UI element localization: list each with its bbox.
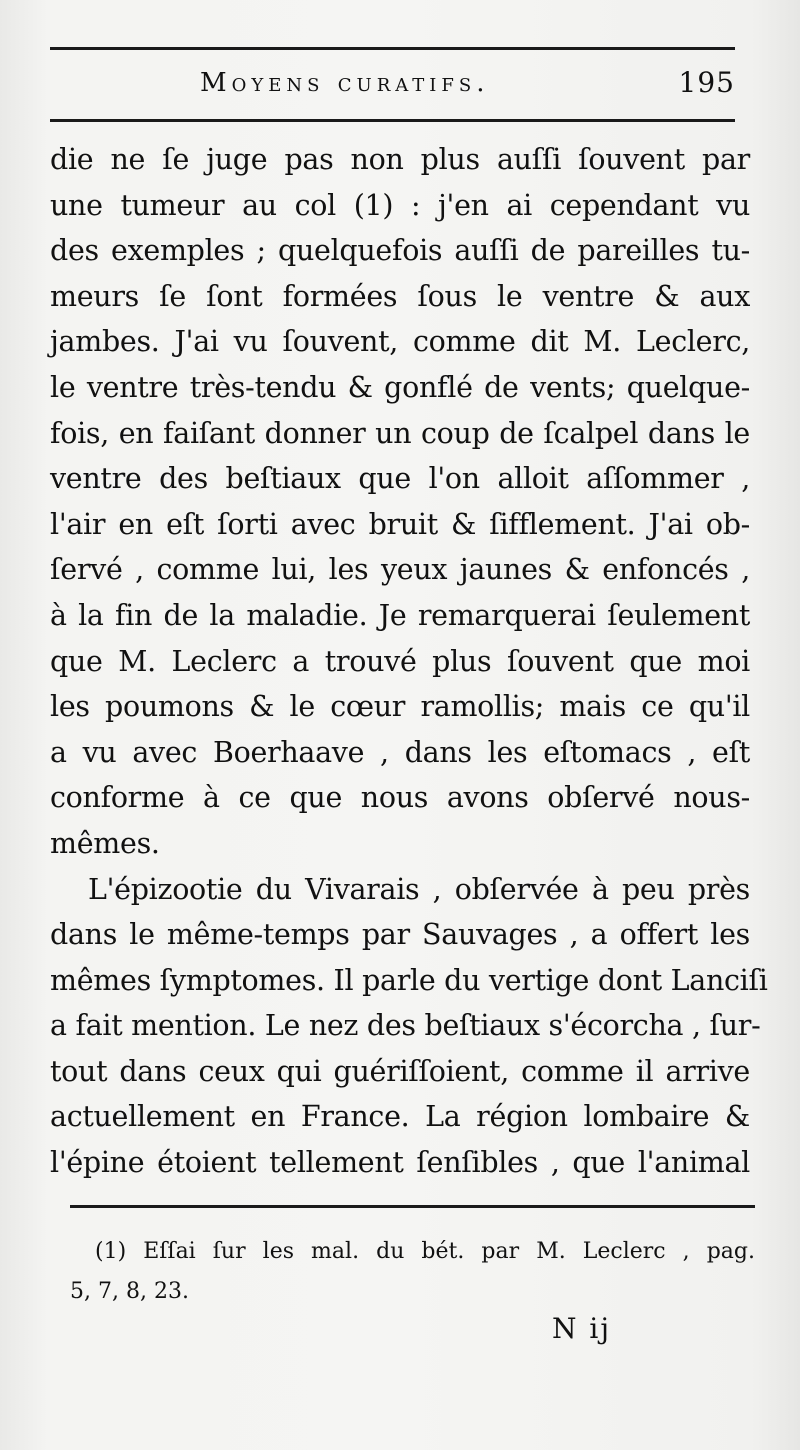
text-line: dans le même-temps par Sauvages , a offert les bbox=[50, 918, 750, 952]
text-line: fois, en faiſant donner un coup de ſcalpel dans le bbox=[50, 416, 750, 450]
footnote bbox=[70, 1232, 755, 1312]
text-line: L'épizootie du Vivarais , obſervée à peu près bbox=[88, 872, 750, 906]
text-line: une tumeur au col (1) : j'en ai cependant vu bbox=[50, 188, 750, 222]
text-line: ventre des beſtiaux que l'on alloit aſſommer , bbox=[50, 462, 750, 496]
header-top-rule bbox=[50, 47, 735, 50]
text-line: le ventre très-tendu & gonflé de vents; quelque- bbox=[50, 370, 750, 404]
text-line: a fait mention. Le nez des beſtiaux s'écorcha , ſur- bbox=[50, 1009, 761, 1043]
text-line: tout dans ceux qui guériſſoient, comme il arrive bbox=[50, 1054, 750, 1088]
text-line: mêmes. bbox=[50, 826, 160, 860]
body-text bbox=[50, 137, 768, 1186]
text-line: jambes. J'ai vu ſouvent, comme dit M. Leclerc, bbox=[50, 325, 750, 359]
header-bottom-rule bbox=[50, 119, 735, 122]
text-line: que M. Leclerc a trouvé plus ſouvent que moi bbox=[50, 644, 750, 678]
text-line: conforme à ce que nous avons obſervé nous- bbox=[50, 781, 750, 815]
page-number: 195 bbox=[678, 66, 735, 99]
text-line: ſervé , comme lui, les yeux jaunes & enfoncés , bbox=[50, 553, 750, 587]
text-line: actuellement en France. La région lombaire & bbox=[50, 1100, 750, 1134]
footnote-line: (1) Eſſai ſur les mal. du bét. par M. Leclerc , pag. bbox=[95, 1239, 755, 1264]
signature-mark: N ij bbox=[552, 1312, 612, 1345]
page-header bbox=[50, 62, 735, 106]
text-line: l'air en eſt ſorti avec bruit & ſifflement. J'ai ob- bbox=[50, 507, 750, 541]
text-line: les poumons & le cœur ramollis; mais ce qu'il bbox=[50, 690, 750, 724]
text-line: à la fin de la maladie. Je remarquerai ſeulement bbox=[50, 598, 750, 632]
text-line: die ne ſe juge pas non plus auſſi ſouvent par bbox=[50, 143, 750, 176]
text-line: des exemples ; quelquefois auſſi de pareilles tu- bbox=[50, 234, 750, 268]
text-line: mêmes ſymptomes. Il parle du vertige dont Lanciſi bbox=[50, 963, 768, 997]
footnote-rule bbox=[70, 1205, 755, 1208]
footnote-line: 5, 7, 8, 23. bbox=[70, 1279, 189, 1304]
text-line: l'épine étoient tellement ſenſibles , que l'animal bbox=[50, 1146, 750, 1180]
running-title: Moyens curatifs. bbox=[200, 68, 490, 98]
text-line: a vu avec Boerhaave , dans les eſtomacs , eſt bbox=[50, 735, 750, 769]
text-line: meurs ſe ſont formées ſous le ventre & aux bbox=[50, 279, 750, 313]
